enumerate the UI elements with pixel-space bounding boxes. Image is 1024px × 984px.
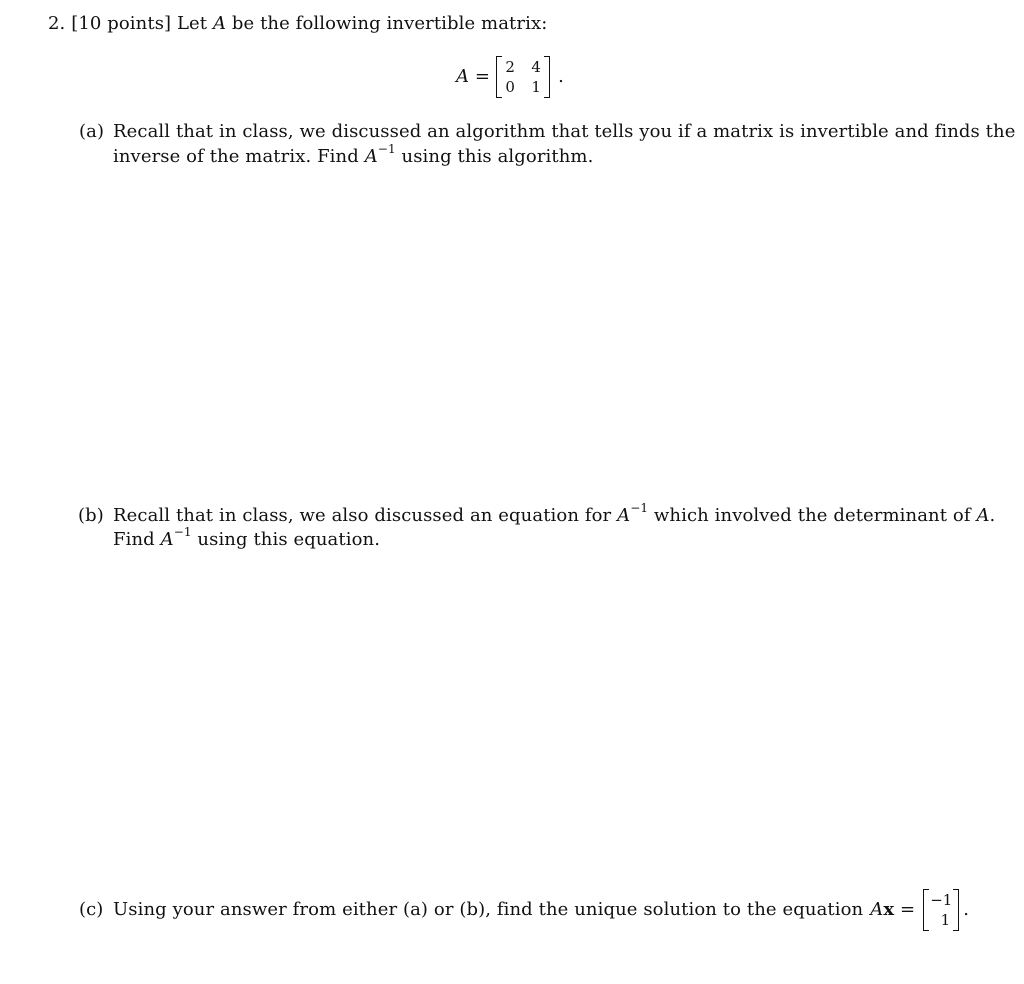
part-a-line1: Recall that in class, we discussed an algorithm that tells you if a matrix is invertible and finds the [113,121,1016,142]
part-a-label: (a) [79,121,105,142]
part-b-line2-exp: −1 [173,525,192,539]
part-b-label: (b) [78,505,104,526]
part-b-line2-post: using this equation. [197,529,381,550]
problem-points: [10 points] [71,13,172,34]
part-c-period: . [963,899,970,920]
matrix-a-lhs: A = [456,66,491,87]
matrix-entry: 2 [505,58,515,76]
problem-intro-suffix: be the following invertible matrix: [231,13,548,34]
part-a-exp: −1 [377,142,396,156]
part-b-line2-var: A [160,529,174,550]
part-c-label: (c) [79,899,104,920]
part-a-line2-pre: inverse of the matrix. Find [113,146,359,167]
part-c-eq-sign: = [900,899,916,920]
vector-right-bracket [953,889,959,931]
part-c-equation [870,898,915,922]
part-a-line2-post: using this algorithm. [401,146,594,167]
part-a-line2 [113,142,594,169]
problem-header [48,12,547,36]
matrix-entry: 1 [531,78,541,96]
part-b-line2 [113,525,381,552]
problem-intro-var: A [212,13,227,34]
part-b-var: A [617,505,631,526]
part-b-exp: −1 [630,501,649,515]
part-c-vector-grid [929,889,953,931]
matrix-a-equation [456,56,564,98]
part-c-line [113,885,969,935]
part-b-line2-pre: Find [113,529,155,550]
vector-entry: 1 [940,911,951,929]
part-c-var-a: A [870,899,884,920]
part-c-var-x: x [883,899,895,920]
part-b-line1-mid: which involved the determinant of [653,505,971,526]
part-b-line1-var: A [976,505,990,526]
vector-entry: −1 [930,891,953,909]
matrix-entry: 4 [531,58,541,76]
matrix-a [496,56,550,98]
matrix-a-grid [502,56,544,98]
problem-intro-prefix: Let [176,13,208,34]
problem-number: 2. [48,13,66,34]
part-a-var: A [364,146,378,167]
part-c-vector [923,889,959,931]
part-b-line1 [113,501,996,528]
matrix-right-bracket [544,56,550,98]
matrix-entry: 0 [505,78,515,96]
matrix-a-period: . [558,66,564,87]
part-b-line1-pre: Recall that in class, we also discussed an equation for [113,505,612,526]
part-b-line1-end: . [989,505,996,526]
part-c-text: Using your answer from either (a) or (b), find the unique solution to the equation [113,899,864,920]
